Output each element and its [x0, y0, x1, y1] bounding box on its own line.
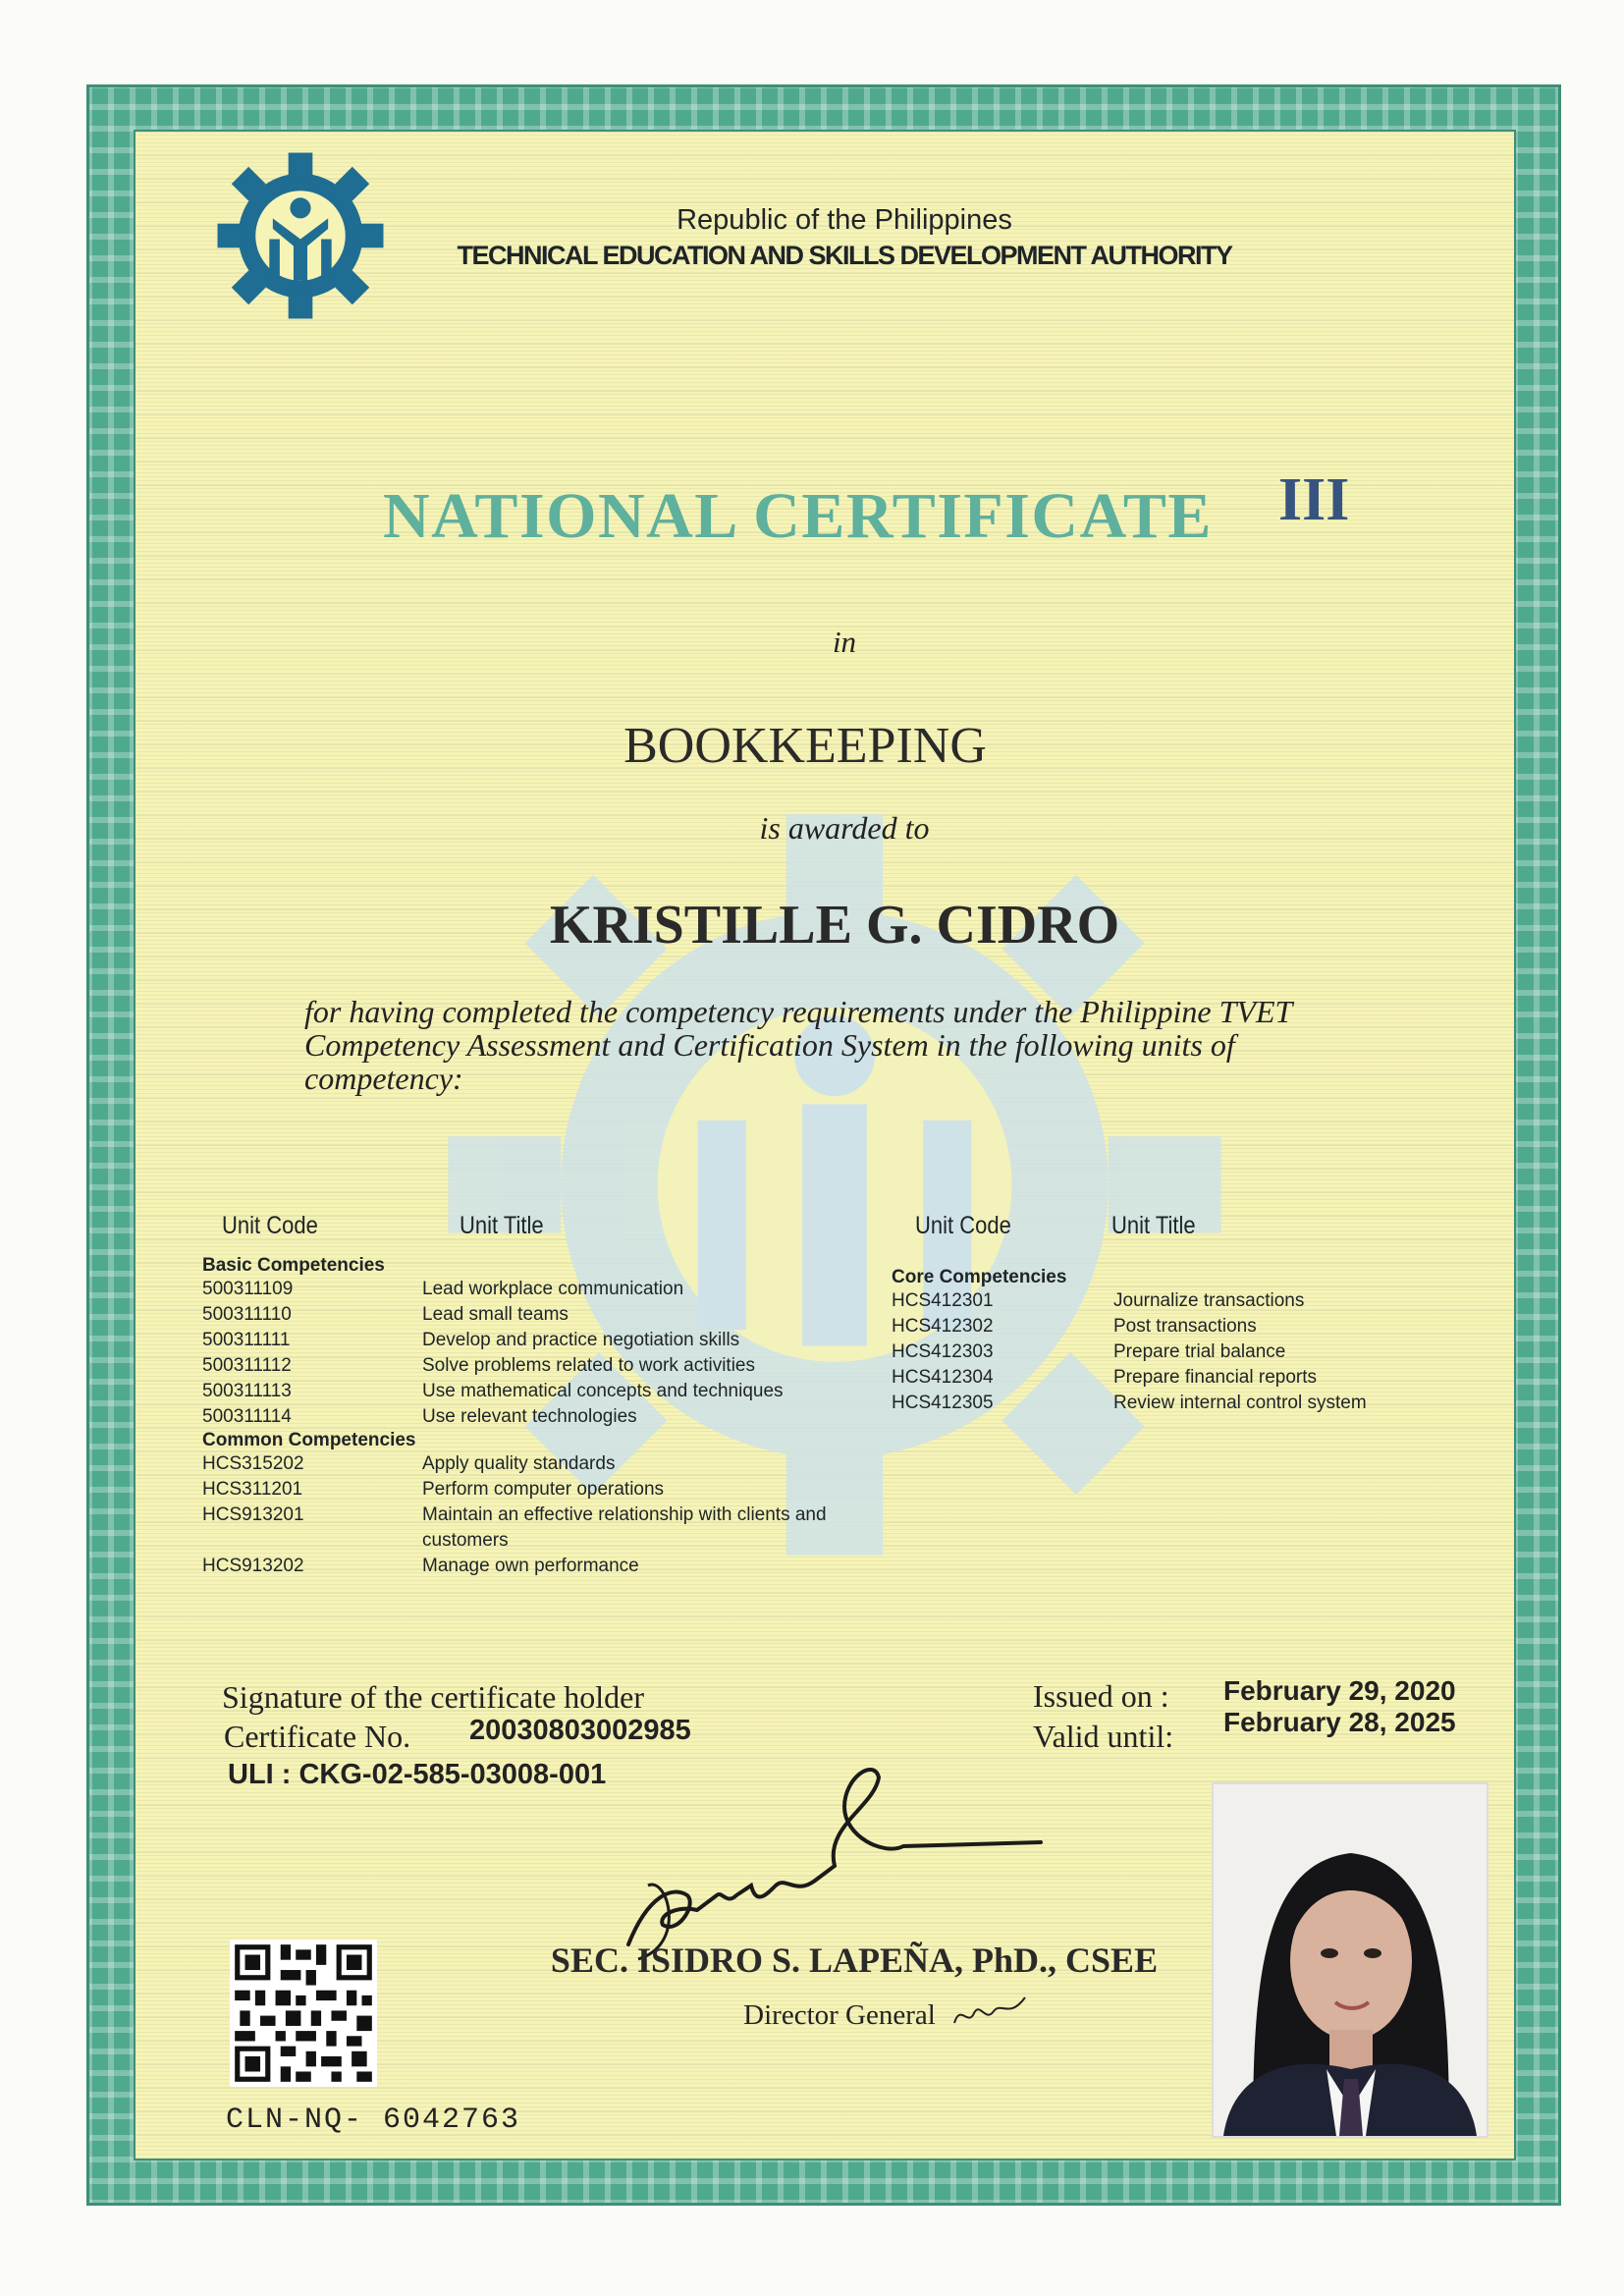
unit-title: Develop and practice negotiation skills: [422, 1330, 740, 1350]
unit-code: HCS412302: [892, 1316, 994, 1337]
unit-title: Review internal control system: [1113, 1393, 1367, 1413]
unit-title: Perform computer operations: [422, 1479, 665, 1500]
unit-code: 500311113: [202, 1381, 292, 1401]
table-row: [892, 1365, 1441, 1391]
table-row: [892, 1288, 1441, 1314]
qualification-title: BOOKKEEPING: [623, 718, 987, 774]
unit-title: Lead workplace communication: [422, 1279, 684, 1299]
left-unit-title-header: Unit Title: [460, 1212, 544, 1239]
table-row: [202, 1554, 890, 1579]
unit-code: HCS412305: [892, 1393, 994, 1413]
unit-code: 500311110: [202, 1304, 292, 1325]
unit-title: Manage own performance: [422, 1556, 639, 1576]
table-row: [202, 1302, 890, 1328]
holder-name: KRISTILLE G. CIDRO: [549, 895, 1120, 956]
table-row: [202, 1451, 890, 1477]
completion-statement: for having completed the competency requirements under the Philippine TVET Competency Assessment and Certification System in the following units of competency:: [304, 994, 1292, 1096]
initials-scribble: [950, 1994, 1029, 2033]
unit-title: Apply quality standards: [422, 1453, 616, 1474]
core-competencies-label: Core Competencies: [892, 1267, 1067, 1287]
unit-title: Lead small teams: [422, 1304, 568, 1325]
table-row: [202, 1477, 890, 1503]
signer-position: Director General: [743, 1999, 936, 2031]
table-row: [202, 1379, 890, 1404]
unit-code: HCS412303: [892, 1341, 994, 1362]
issued-on-label: Issued on :: [1033, 1678, 1169, 1714]
right-unit-code-header: Unit Code: [915, 1212, 1011, 1239]
unit-title: Post transactions: [1113, 1316, 1257, 1337]
unit-title: Prepare financial reports: [1113, 1367, 1317, 1388]
right-competency-table: [892, 1267, 1441, 1416]
certificate-title: NATIONAL CERTIFICATE: [383, 480, 1213, 552]
certificate-no-value: 20030803002985: [469, 1715, 691, 1746]
unit-code: 500311112: [202, 1355, 292, 1376]
unit-title: Use relevant technologies: [422, 1406, 637, 1427]
table-row: [892, 1314, 1441, 1339]
unit-code: HCS913201: [202, 1504, 304, 1525]
republic-heading: Republic of the Philippines: [677, 204, 1012, 236]
table-row: [202, 1353, 890, 1379]
unit-code: HCS311201: [202, 1479, 303, 1500]
unit-title: Use mathematical concepts and techniques: [422, 1381, 784, 1401]
table-row: [892, 1339, 1441, 1365]
table-row: [202, 1328, 890, 1353]
unit-code: HCS913202: [202, 1556, 304, 1576]
certificate-no-label: Certificate No.: [224, 1719, 411, 1754]
table-row: [892, 1391, 1441, 1416]
signer-name: SEC. ISIDRO S. LAPEÑA, PhD., CSEE: [550, 1941, 1159, 1980]
unit-code: 500311114: [202, 1406, 292, 1427]
certificate-level: III: [1278, 466, 1350, 533]
right-unit-title-header: Unit Title: [1111, 1212, 1196, 1239]
cln-number: CLN-NQ- 6042763: [226, 2104, 521, 2137]
tesda-logo-icon: [214, 149, 387, 322]
common-competencies-label: Common Competencies: [202, 1430, 416, 1450]
unit-title: Prepare trial balance: [1113, 1341, 1286, 1362]
unit-code: HCS412304: [892, 1367, 994, 1388]
unit-title: Journalize transactions: [1113, 1290, 1305, 1311]
unit-title: Maintain an effective relationship with clients and customers: [422, 1504, 827, 1551]
signature-holder-label: Signature of the certificate holder: [222, 1679, 645, 1715]
left-unit-code-header: Unit Code: [222, 1212, 318, 1239]
table-row: [202, 1503, 890, 1554]
issued-date: February 29, 2020: [1223, 1675, 1456, 1706]
in-text: in: [832, 625, 857, 659]
qr-code-icon: [230, 1940, 377, 2087]
unit-code: 500311111: [202, 1330, 291, 1350]
awarded-text: is awarded to: [759, 810, 930, 846]
valid-until-label: Valid until:: [1033, 1719, 1174, 1754]
unit-title: Solve problems related to work activities: [422, 1355, 755, 1376]
uli-number: ULI : CKG-02-585-03008-001: [228, 1759, 607, 1790]
table-row: [202, 1404, 890, 1430]
unit-code: 500311109: [202, 1279, 294, 1299]
unit-code: HCS412301: [892, 1290, 994, 1311]
basic-competencies-label: Basic Competencies: [202, 1255, 385, 1276]
valid-date: February 28, 2025: [1223, 1707, 1456, 1737]
left-competency-table: [202, 1255, 890, 1579]
agency-heading: TECHNICAL EDUCATION AND SKILLS DEVELOPMENT AUTHORITY: [457, 241, 1232, 270]
unit-code: HCS315202: [202, 1453, 304, 1474]
holder-photo: [1212, 1782, 1489, 2138]
table-row: [202, 1277, 890, 1302]
